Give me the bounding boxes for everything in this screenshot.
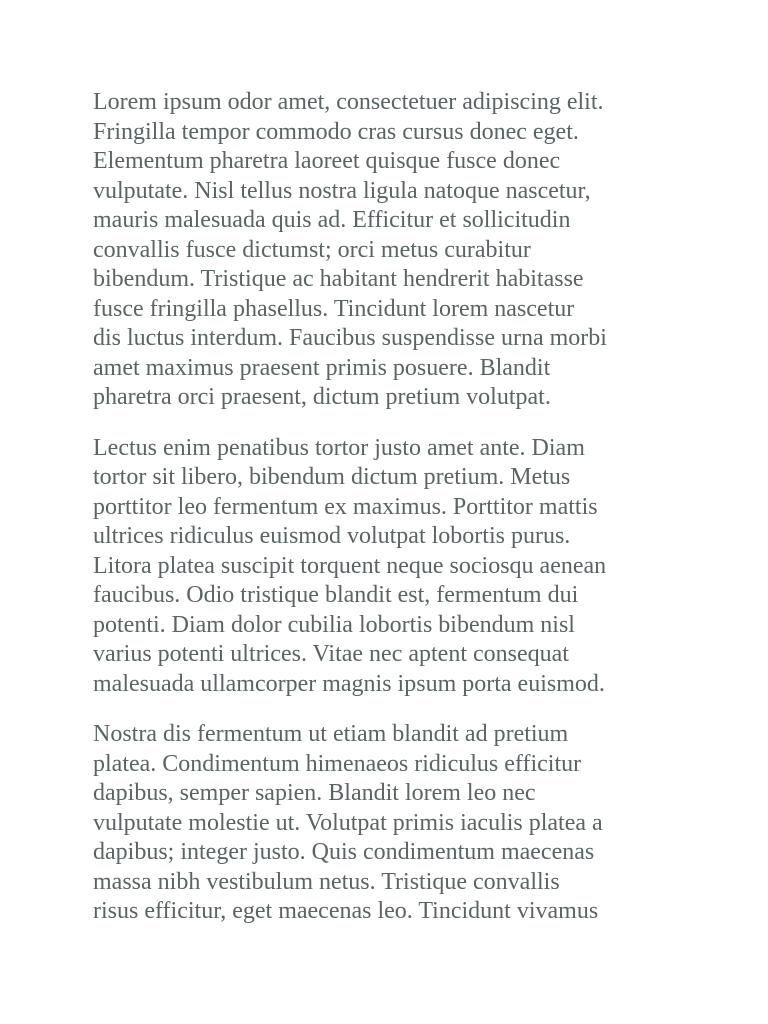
paragraph-2: Lectus enim penatibus tortor justo amet ante. Diam tortor sit libero, bibendum dictum pretium. Metus porttitor leo fermentum ex maximus. Porttitor mattis ultrices ridiculus euismod volutpat lobortis purus. Litora platea suscipit torquent neque sociosqu aenean faucibus. Odio tristique blandit est, fermentum dui potenti. Diam dolor cubilia lobortis bibendum nisl varius potenti ultrices. Vitae nec aptent consequat malesuada ullamcorper magnis ipsum porta euismod. <box>93 434 607 697</box>
paragraph-3: Nostra dis fermentum ut etiam blandit ad pretium platea. Condimentum himenaeos ridiculus efficitur dapibus, semper sapien. Blandit lorem leo nec vulputate molestie ut. Volutpat primis iaculis platea a dapibus; integer justo. Quis condimentum maecenas massa nibh vestibulum netus. Tristique convallis risus efficitur, eget maecenas leo. Tincidunt vivamus <box>93 721 603 924</box>
paragraph-1: Lorem ipsum odor amet, consectetuer adipiscing elit. Fringilla tempor commodo cras cursus donec eget. Elementum pharetra laoreet quisque fusce donec vulputate. Nisl tellus nostra ligula natoque nascetur, mauris malesuada quis ad. Efficitur et sollicitudin convallis fusce dictumst; orci metus curabitur bibendum. Tristique ac habitant hendrerit habitasse fusce fringilla phasellus. Tincidunt lorem nascetur dis luctus interdum. Faucibus suspendisse urna morbi amet maximus praesent primis posuere. Blandit pharetra orci praesent, dictum pretium volutpat. <box>93 89 607 410</box>
